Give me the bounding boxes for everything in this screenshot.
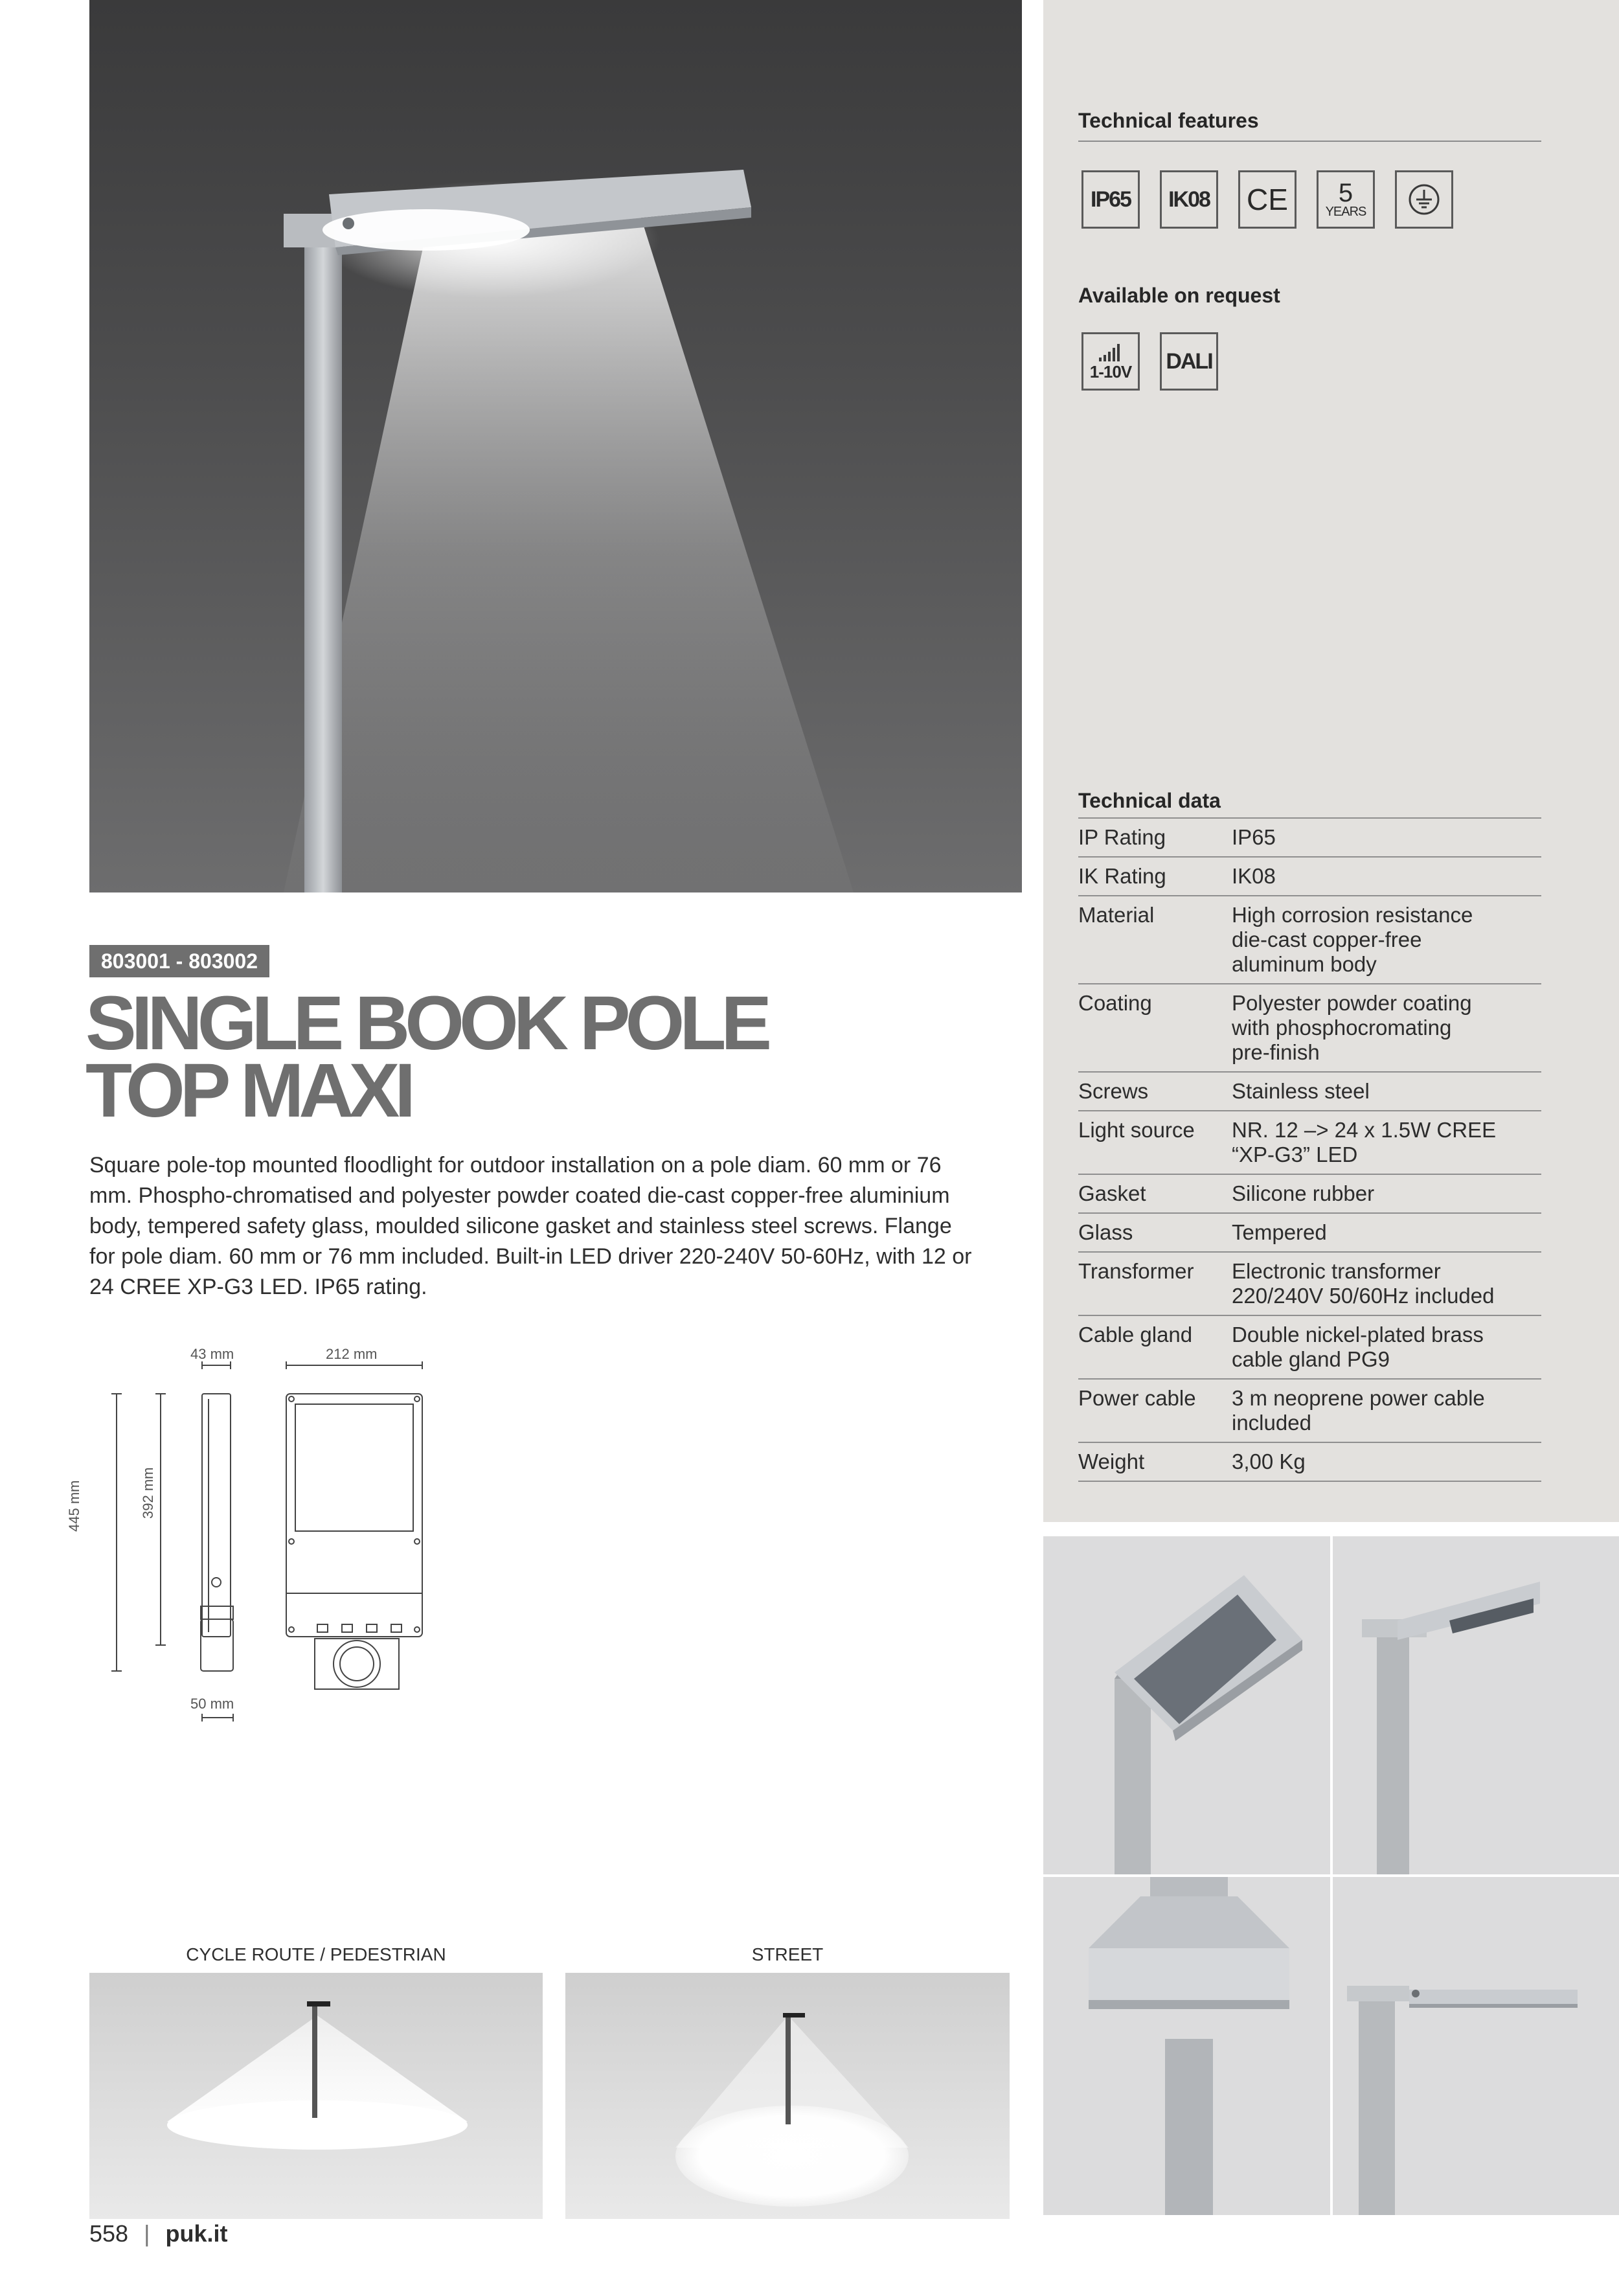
warranty-years-number: 5 [1338, 179, 1353, 207]
available-on-request-title: Available on request [1078, 284, 1280, 307]
product-thumbnail-3 [1043, 1877, 1330, 2215]
technical-data-table [1078, 817, 1541, 1482]
page-number: 558 [89, 2220, 129, 2247]
tech-data-value: Electronic transformer 220/240V 50/60Hz included [1232, 1252, 1541, 1315]
badge-label: IK08 [1168, 187, 1210, 212]
tech-data-key: Glass [1078, 1213, 1232, 1252]
tech-data-key: Weight [1078, 1442, 1232, 1481]
product-title-line-1: SINGLE BOOK POLE [85, 981, 767, 1066]
tech-data-row [1078, 818, 1541, 857]
tech-data-value: NR. 12 –> 24 x 1.5W CREE “XP-G3” LED [1232, 1111, 1541, 1174]
dimension-drawing [84, 1334, 447, 1723]
tech-data-value: 3,00 Kg [1232, 1442, 1541, 1481]
tech-data-value: 3 m neoprene power cable included [1232, 1379, 1541, 1442]
badge-label: CE [1247, 183, 1288, 216]
tech-data-value: IP65 [1232, 818, 1541, 857]
divider [1078, 141, 1541, 142]
warranty-years-unit: YEARS [1325, 205, 1366, 219]
tech-data-key: Light source [1078, 1111, 1232, 1174]
badge-label: IP65 [1091, 187, 1131, 212]
badge-label: DALI [1166, 348, 1212, 374]
streetlight-top-view [1043, 1877, 1330, 2215]
page-footer [89, 2220, 227, 2247]
dimension-total-height-label: 445 mm [66, 1480, 82, 1532]
signal-bars-icon [1098, 342, 1124, 363]
tech-data-row [1078, 1111, 1541, 1174]
footer-website-link[interactable]: puk.it [165, 2220, 228, 2247]
dali-icon [1160, 332, 1218, 391]
tech-data-value: Silicone rubber [1232, 1174, 1541, 1213]
technical-data-title: Technical data [1078, 789, 1221, 812]
product-code-badge: 803001 - 803002 [89, 945, 269, 977]
streetlight-profile-view [1333, 1877, 1619, 2215]
tech-data-row [1078, 1442, 1541, 1481]
streetlight-angled-view [1043, 1536, 1330, 1874]
tech-data-value: High corrosion resistance die-cast copper-free aluminum body [1232, 896, 1541, 984]
tech-data-key: Cable gland [1078, 1315, 1232, 1379]
pedestrian-light-distribution-diagram [89, 1973, 543, 2219]
tech-data-key: Power cable [1078, 1379, 1232, 1442]
dimension-body-height-label: 392 mm [140, 1467, 156, 1519]
dimension-pole-diameter-label: 50 mm [190, 1696, 234, 1712]
tech-data-row [1078, 857, 1541, 896]
tech-data-key: Coating [1078, 984, 1232, 1072]
tech-data-value: IK08 [1232, 857, 1541, 896]
product-thumbnail-4 [1333, 1877, 1619, 2215]
tech-data-row [1078, 1252, 1541, 1315]
tech-data-key: Transformer [1078, 1252, 1232, 1315]
footer-separator: | [144, 2220, 150, 2247]
technical-features-title: Technical features [1078, 109, 1259, 132]
warranty-icon [1317, 170, 1375, 229]
tech-data-value: Polyester powder coating with phosphocromating pre-finish [1232, 984, 1541, 1072]
dimension-width-label: 212 mm [326, 1346, 378, 1362]
tech-data-key: Material [1078, 896, 1232, 984]
application-caption-pedestrian: CYCLE ROUTE / PEDESTRIAN [186, 1944, 446, 1964]
tech-data-row [1078, 1174, 1541, 1213]
tech-data-row [1078, 1213, 1541, 1252]
tech-data-value: Tempered [1232, 1213, 1541, 1252]
tech-data-row [1078, 984, 1541, 1072]
tech-data-row [1078, 1315, 1541, 1379]
tech-data-row [1078, 896, 1541, 984]
tech-data-key: Screws [1078, 1072, 1232, 1111]
badge-label: 1-10V [1089, 362, 1132, 381]
ip65-icon [1081, 170, 1140, 229]
product-title-line-2: TOP MAXI [85, 1048, 411, 1133]
tech-data-key: Gasket [1078, 1174, 1232, 1213]
product-description: Square pole-top mounted floodlight for outdoor installation on a pole diam. 60 mm or 76 mm. Phospho-chromatised and polyester powder coated die-cast copper-free aluminium body, tempered safety glass, moulded silicone gasket and stainless steel screws. Flange for pole diam. 60 mm or 76 mm included. Built-in LED driver 220-240V 50-60Hz, with 12 or 24 CREE XP-G3 LED. IP65 rating. [89, 1153, 972, 1299]
dimension-depth-label: 43 mm [190, 1346, 234, 1362]
hero-product-photo [89, 0, 1022, 892]
street-light-distribution-diagram [565, 1973, 1010, 2219]
product-thumbnail-2 [1333, 1536, 1619, 1874]
ik08-icon [1160, 170, 1218, 229]
product-thumbnail-1 [1043, 1536, 1330, 1874]
ground-icon [1395, 170, 1453, 229]
ce-mark-icon [1238, 170, 1296, 229]
tech-data-key: IP Rating [1078, 818, 1232, 857]
tech-data-key: IK Rating [1078, 857, 1232, 896]
tech-data-row [1078, 1072, 1541, 1111]
application-caption-street: STREET [751, 1944, 824, 1964]
ground-symbol-icon [1407, 182, 1442, 217]
tech-data-row [1078, 1379, 1541, 1442]
tech-data-value: Stainless steel [1232, 1072, 1541, 1111]
streetlight-illustration [89, 0, 1022, 892]
product-title [85, 981, 927, 1133]
dimming-1-10v-icon [1081, 332, 1140, 391]
tech-data-value: Double nickel-plated brass cable gland PG9 [1232, 1315, 1541, 1379]
streetlight-side-view [1333, 1536, 1619, 1874]
